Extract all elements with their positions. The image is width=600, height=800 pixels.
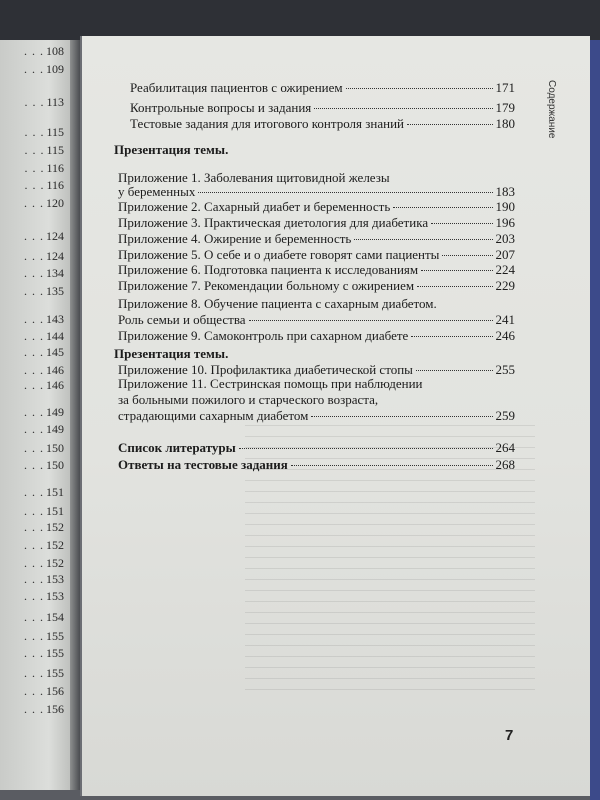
toc-page-number: 255: [495, 362, 515, 377]
dot-leader: [198, 192, 492, 193]
page-ref: 143: [46, 312, 64, 326]
toc-page-number: 229: [495, 278, 515, 293]
toc-page-number: 171: [495, 80, 515, 95]
dot-leader: . . .: [24, 329, 44, 343]
left-page-number: [0, 666, 64, 681]
toc-entry-title: Приложение 2. Сахарный диабет и беременность: [118, 199, 391, 214]
page-ref: 155: [46, 646, 64, 660]
toc-entry-title: у беременных: [118, 184, 196, 199]
toc-entry-title: Приложение 8. Обучение пациента с сахарным диабетом.: [118, 296, 437, 311]
toc-page-number: 196: [495, 215, 515, 230]
toc-page-number: 268: [495, 457, 515, 472]
toc-page-number: 190: [495, 199, 515, 214]
toc-page-number: 207: [495, 247, 515, 262]
page-ref: 134: [46, 266, 64, 280]
dot-leader: . . .: [24, 556, 44, 570]
toc-page-number: 203: [495, 231, 515, 246]
toc-entry-title: Приложение 11. Сестринская помощь при наблюдении: [118, 376, 423, 391]
page-ref: 153: [46, 572, 64, 586]
page-ref: 135: [46, 284, 64, 298]
dot-leader: . . .: [24, 520, 44, 534]
page-ref: 115: [46, 125, 64, 139]
dot-leader: [291, 465, 493, 466]
toc-entry-title: Список литературы: [118, 440, 236, 455]
background-top: [0, 0, 600, 40]
page-ref: 109: [46, 62, 64, 76]
toc-entry-title: Приложение 10. Профилактика диабетической стопы: [118, 362, 413, 377]
dot-leader: [314, 108, 492, 109]
dot-leader: . . .: [24, 178, 45, 192]
dot-leader: . . .: [24, 62, 44, 76]
dot-leader: . . .: [24, 378, 44, 392]
page-number: 7: [505, 727, 514, 744]
page-ref: 149: [46, 405, 64, 419]
left-page-number: [0, 538, 64, 553]
dot-leader: . . .: [24, 485, 44, 499]
toc-page-number: 259: [495, 408, 515, 423]
toc-entry: [118, 312, 515, 328]
dot-leader: . . .: [24, 610, 44, 624]
left-page-number: [0, 422, 64, 437]
dot-leader: [393, 207, 492, 208]
toc-entry: [130, 80, 515, 96]
toc-entry: [118, 328, 515, 344]
dot-leader: . . .: [24, 538, 44, 552]
dot-leader: [346, 88, 493, 89]
left-page-number: [0, 345, 64, 360]
left-page-number: [0, 161, 64, 176]
dot-leader: . . .: [24, 684, 44, 698]
left-page-number: [0, 684, 64, 699]
page-ref: 150: [46, 458, 64, 472]
left-page-number: [0, 363, 64, 378]
toc-entry-title: Реабилитация пациентов с ожирением: [130, 80, 343, 95]
left-page-number: [0, 196, 64, 211]
dot-leader: . . .: [24, 646, 44, 660]
toc-entry-title: Приложение 3. Практическая диетология для диабетика: [118, 215, 429, 230]
dot-leader: . . .: [24, 44, 44, 58]
toc-entry: [118, 262, 515, 278]
toc-entry-title: Тестовые задания для итогового контроля знаний: [130, 116, 404, 131]
left-page-number: [0, 556, 64, 571]
page-ref: 152: [46, 520, 64, 534]
page-ref: 120: [46, 196, 64, 210]
toc-section-heading: [114, 346, 228, 362]
left-page-number: [0, 125, 64, 140]
dot-leader: . . .: [24, 441, 44, 455]
toc-entry-title: страдающими сахарным диабетом: [118, 408, 309, 423]
toc-entry-title: Презентация темы.: [114, 142, 229, 157]
dot-leader: [417, 286, 492, 287]
toc-entry-title: Ответы на тестовые задания: [118, 457, 288, 472]
dot-leader: . . .: [24, 589, 44, 603]
page-ref: 156: [46, 702, 64, 716]
toc-entry-title: Приложение 5. О себе и о диабете говорят сами пациенты: [118, 247, 440, 262]
dot-leader: [354, 239, 492, 240]
left-page-number: [0, 520, 64, 535]
page-ref: 124: [46, 229, 64, 243]
toc-entry-title: Приложение 6. Подготовка пациента к исследованиям: [118, 262, 419, 277]
toc-section-heading: [118, 440, 515, 456]
toc-page-number: 246: [495, 328, 515, 343]
left-page-number: [0, 44, 64, 59]
left-page-number: [0, 646, 64, 661]
toc-section-heading: [118, 457, 515, 473]
page-ref: 152: [46, 538, 64, 552]
left-page-number: [0, 378, 64, 393]
dot-leader: . . .: [24, 143, 45, 157]
toc-entry-title: Приложение 9. Самоконтроль при сахарном диабете: [118, 328, 409, 343]
page-ref: 149: [46, 422, 64, 436]
dot-leader: . . .: [24, 161, 45, 175]
dot-leader: . . .: [24, 196, 44, 210]
left-page-number: [0, 504, 64, 519]
page-ref: 124: [46, 249, 64, 263]
page-ref: 113: [46, 95, 64, 109]
left-page-number: [0, 610, 64, 625]
page-ref: 155: [46, 629, 64, 643]
page-ref: 150: [46, 441, 64, 455]
left-page-number: [0, 312, 64, 327]
left-page-number: [0, 572, 64, 587]
toc-page-number: 224: [495, 262, 515, 277]
toc-page-number: 183: [495, 184, 515, 199]
dot-leader: . . .: [24, 666, 44, 680]
page-ref: 154: [46, 610, 64, 624]
dot-leader: . . .: [24, 95, 45, 109]
page-ref: 116: [46, 178, 64, 192]
left-page-number: [0, 329, 64, 344]
toc-page-number: 179: [495, 100, 515, 115]
toc-entry: [118, 215, 515, 231]
left-page: [0, 40, 70, 790]
dot-leader: [421, 270, 492, 271]
toc-entry: [118, 184, 515, 200]
page-ref: 151: [46, 485, 64, 499]
left-page-number: [0, 629, 64, 644]
dot-leader: [416, 370, 493, 371]
dot-leader: . . .: [24, 284, 44, 298]
dot-leader: . . .: [24, 363, 44, 377]
page-ref: 144: [46, 329, 64, 343]
toc-entry-title: Приложение 7. Рекомендации больному с ожирением: [118, 278, 415, 293]
page-ref: 152: [46, 556, 64, 570]
dot-leader: . . .: [24, 702, 44, 716]
left-page-number: [0, 589, 64, 604]
dot-leader: . . .: [24, 312, 44, 326]
left-page-number: [0, 405, 64, 420]
dot-leader: . . .: [24, 422, 44, 436]
dot-leader: . . .: [24, 229, 44, 243]
left-page-number: [0, 249, 64, 264]
toc-entry-title: Презентация темы.: [114, 346, 229, 361]
page-ref: 146: [46, 363, 64, 377]
toc-entry: [130, 100, 515, 116]
dot-leader: . . .: [24, 629, 44, 643]
running-head: Содержание: [546, 80, 557, 139]
toc-entry: [118, 247, 515, 263]
left-page-number: [0, 229, 64, 244]
toc-entry: [130, 116, 515, 132]
dot-leader: . . .: [24, 572, 44, 586]
toc-entry: [118, 231, 515, 247]
toc-entry-title: Приложение 4. Ожирение и беременность: [118, 231, 352, 246]
left-page-number: [0, 95, 64, 110]
left-page-number: [0, 458, 64, 473]
page-ref: 115: [46, 143, 64, 157]
toc-entry-title: за больными пожилого и старческого возраста,: [118, 392, 379, 407]
dot-leader: [311, 416, 492, 417]
toc-entry: [118, 392, 378, 408]
page-ref: 146: [46, 378, 64, 392]
toc-section-heading: [114, 142, 228, 158]
page-ref: 156: [46, 684, 64, 698]
dot-leader: . . .: [24, 504, 44, 518]
toc-page-number: 241: [495, 312, 515, 327]
toc-entry: [118, 199, 515, 215]
page-ref: 108: [46, 44, 64, 58]
dot-leader: . . .: [24, 405, 44, 419]
toc-entry-title: Роль семьи и общества: [118, 312, 246, 327]
book-cover-edge: [590, 40, 600, 800]
toc-entry: [118, 376, 422, 392]
toc-entry: [118, 296, 437, 312]
toc-entry-title: Контрольные вопросы и задания: [130, 100, 312, 115]
page-ref: 153: [46, 589, 64, 603]
dot-leader: [442, 255, 492, 256]
dot-leader: . . .: [24, 266, 44, 280]
page-ref: 151: [46, 504, 64, 518]
dot-leader: [249, 320, 493, 321]
toc-entry: [118, 408, 515, 424]
left-page-number: [0, 62, 64, 77]
dot-leader: [411, 336, 492, 337]
left-page-number: [0, 485, 64, 500]
page-ref: 155: [46, 666, 64, 680]
dot-leader: . . .: [24, 249, 44, 263]
left-page-number: [0, 143, 64, 158]
left-page-number: [0, 702, 64, 717]
left-page-number: [0, 178, 64, 193]
dot-leader: [431, 223, 492, 224]
page-ref: 116: [46, 161, 64, 175]
book-gutter: [70, 40, 80, 790]
dot-leader: [407, 124, 493, 125]
page-ref: 145: [46, 345, 64, 359]
dot-leader: . . .: [24, 345, 44, 359]
toc-page-number: 180: [495, 116, 515, 131]
toc-entry: [118, 278, 515, 294]
dot-leader: . . .: [24, 125, 45, 139]
left-page-number: [0, 441, 64, 456]
left-page-number: [0, 284, 64, 299]
dot-leader: . . .: [24, 458, 44, 472]
dot-leader: [239, 448, 493, 449]
toc-entry-title: Приложение 1. Заболевания щитовидной железы: [118, 170, 390, 185]
left-page-number: [0, 266, 64, 281]
toc-page-number: 264: [495, 440, 515, 455]
